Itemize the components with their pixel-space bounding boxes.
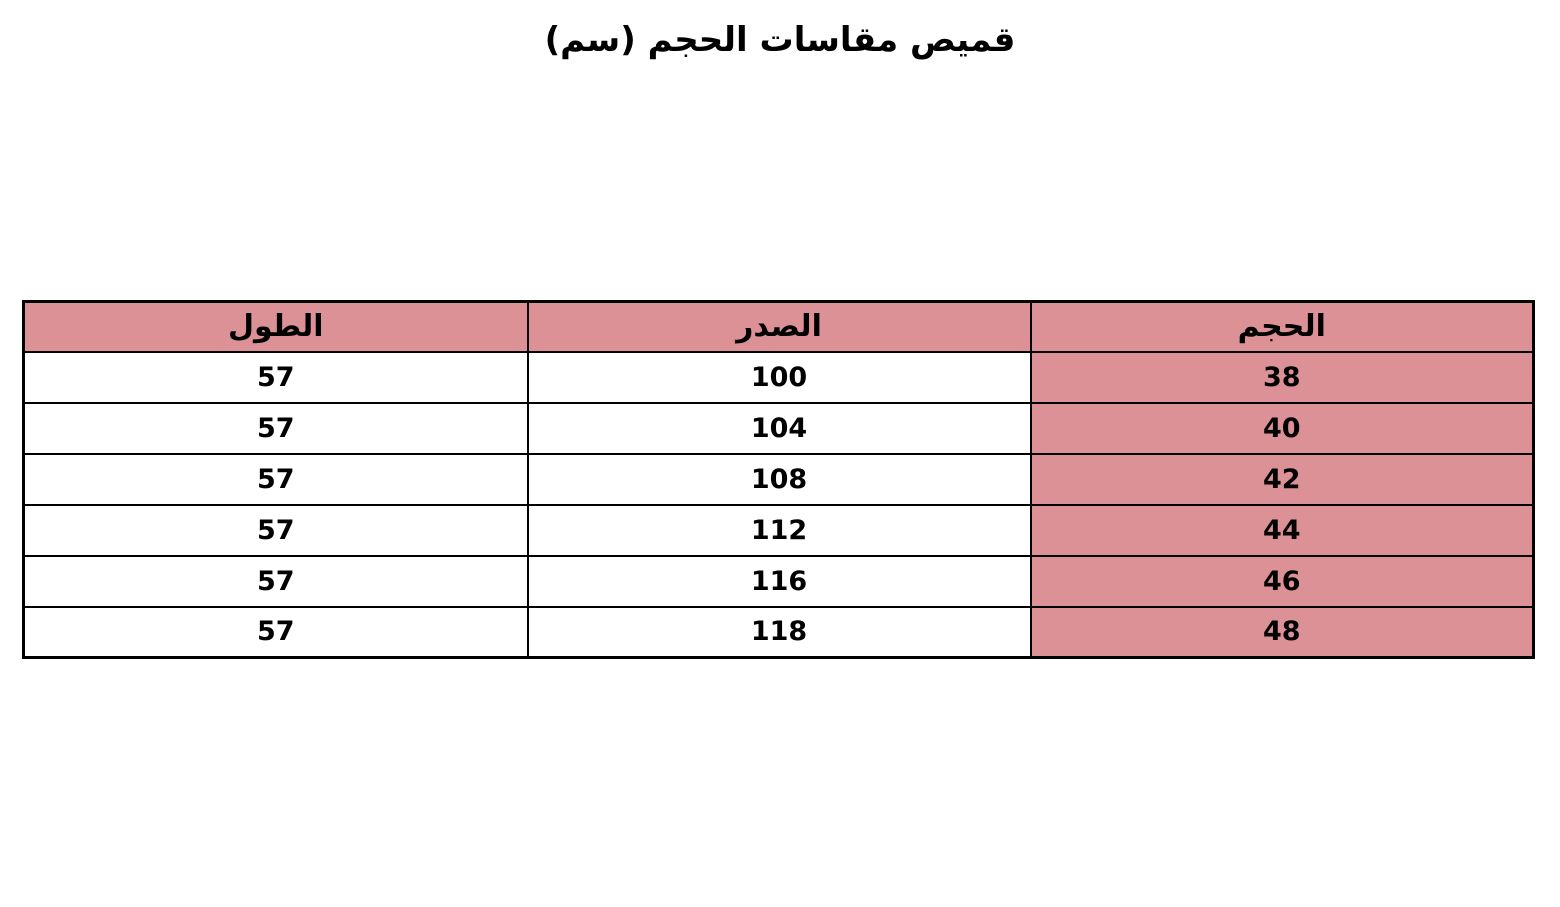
cell-chest: 118 [528,607,1031,658]
table-row [24,352,1534,403]
cell-length: 57 [24,454,528,505]
table-row [24,607,1534,658]
column-header-chest: الصدر [528,302,1031,352]
cell-length: 57 [24,607,528,658]
table-row [24,505,1534,556]
cell-chest: 100 [528,352,1031,403]
cell-chest: 104 [528,403,1031,454]
cell-size: 42 [1031,454,1534,505]
cell-length: 57 [24,505,528,556]
table-row [24,403,1534,454]
table-body [24,352,1534,658]
size-chart-table [22,300,1535,659]
table-header [24,302,1534,352]
page-title: قميص مقاسات الحجم (سم) [544,20,1016,60]
cell-chest: 112 [528,505,1031,556]
table-row [24,556,1534,607]
cell-chest: 116 [528,556,1031,607]
column-header-length: الطول [24,302,528,352]
cell-length: 57 [24,403,528,454]
cell-size: 44 [1031,505,1534,556]
cell-size: 40 [1031,403,1534,454]
cell-size: 48 [1031,607,1534,658]
table-header-row [24,302,1534,352]
cell-size: 38 [1031,352,1534,403]
cell-length: 57 [24,352,528,403]
column-header-size: الحجم [1031,302,1534,352]
size-chart-table-container [25,300,1535,659]
cell-length: 57 [24,556,528,607]
cell-chest: 108 [528,454,1031,505]
table-row [24,454,1534,505]
cell-size: 46 [1031,556,1534,607]
